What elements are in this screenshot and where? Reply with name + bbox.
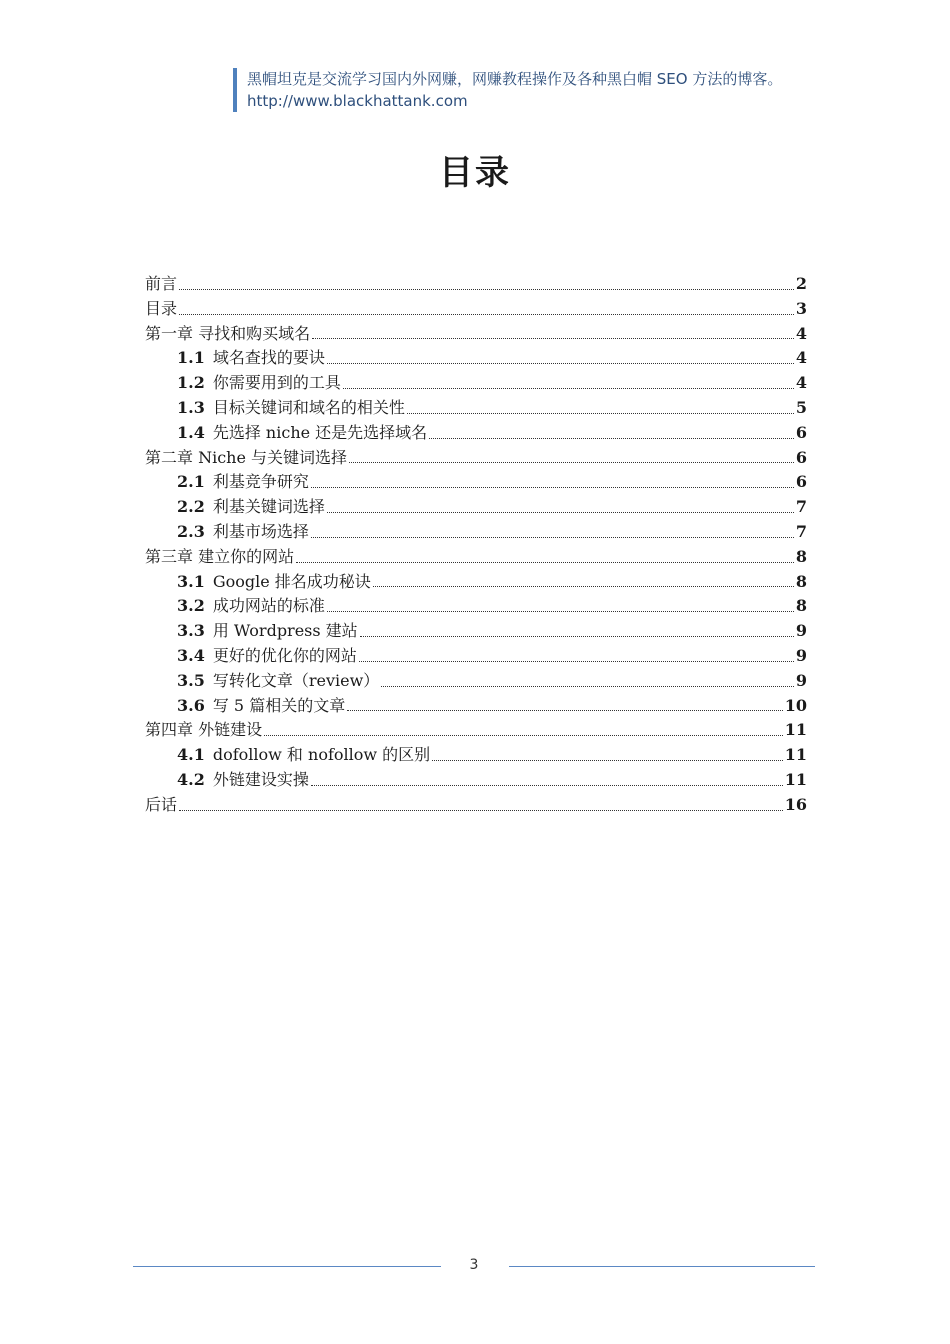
toc-dot-leader xyxy=(179,313,794,315)
toc-entry-page: 8 xyxy=(795,571,807,591)
toc-entry[interactable] xyxy=(145,644,807,669)
footer-rule-right xyxy=(509,1266,815,1267)
toc-entry-label: 先选择 niche 还是先选择域名 xyxy=(212,422,428,442)
toc-entry-label: 前言 xyxy=(145,274,178,293)
toc-entry-label: 更好的优化你的网站 xyxy=(212,645,357,665)
toc-entry-page: 4 xyxy=(795,348,807,368)
toc-entry[interactable] xyxy=(145,570,807,595)
toc-dot-leader xyxy=(327,362,794,364)
toc-entry-label: 第三章 建立你的网站 xyxy=(145,546,295,566)
toc-entry-label: 第一章 寻找和购买域名 xyxy=(145,323,311,343)
page-title: 目录 xyxy=(439,153,511,193)
toc-entry-number: 3.4 xyxy=(177,645,205,665)
toc-entry[interactable] xyxy=(145,272,807,297)
toc-entry[interactable] xyxy=(145,594,807,619)
toc-dot-leader xyxy=(432,759,783,761)
toc-entry-number: 1.3 xyxy=(177,397,205,417)
toc-dot-leader xyxy=(343,387,794,389)
toc-entry-label: 外链建设实操 xyxy=(212,769,309,789)
toc-dot-leader xyxy=(349,461,794,463)
toc-dot-leader xyxy=(347,709,783,711)
toc-entry-page: 8 xyxy=(795,596,807,616)
toc-dot-leader xyxy=(373,585,794,587)
toc-entry-label: 第四章 外链建设 xyxy=(145,720,263,740)
toc-entry-page: 9 xyxy=(795,670,807,690)
toc-entry[interactable] xyxy=(145,619,807,644)
toc-entry-page: 6 xyxy=(795,472,807,492)
toc-entry-page: 4 xyxy=(795,373,807,393)
toc-entry-label: 第二章 Niche 与关键词选择 xyxy=(145,447,348,467)
toc-entry-page: 11 xyxy=(784,769,807,789)
toc-entry-number: 3.5 xyxy=(177,670,205,690)
toc-dot-leader xyxy=(312,337,794,339)
toc-entry-page: 6 xyxy=(795,447,807,467)
toc-entry-label: 用 Wordpress 建站 xyxy=(212,621,358,641)
toc-dot-leader xyxy=(179,288,794,290)
toc-entry-label: 域名查找的要诀 xyxy=(212,348,325,368)
toc-dot-leader xyxy=(359,660,794,662)
toc-dot-leader xyxy=(311,486,794,488)
toc-entry[interactable] xyxy=(145,371,807,396)
toc-dot-leader xyxy=(429,437,794,439)
toc-entry[interactable] xyxy=(145,694,807,719)
toc-entry-label: 目录 xyxy=(145,298,178,318)
toc-entry-page: 9 xyxy=(795,645,807,665)
page-number: 3 xyxy=(469,1257,479,1273)
toc-entry[interactable] xyxy=(145,446,807,471)
toc-entry-page: 7 xyxy=(795,497,807,517)
toc-entry[interactable] xyxy=(145,322,807,347)
toc-entry-label: 写 5 篇相关的文章 xyxy=(212,695,346,715)
toc-entry-number: 3.1 xyxy=(177,571,205,591)
toc-entry-page: 9 xyxy=(795,621,807,641)
toc-entry-page: 2 xyxy=(795,274,807,293)
toc-entry[interactable] xyxy=(145,743,807,768)
toc-entry-number: 4.2 xyxy=(177,769,205,789)
toc-entry-page: 11 xyxy=(784,720,807,740)
toc-entry-page: 6 xyxy=(795,422,807,442)
toc-dot-leader xyxy=(327,511,794,513)
toc-entry-label: 利基竞争研究 xyxy=(212,472,309,492)
toc-entry-label: 你需要用到的工具 xyxy=(212,373,341,393)
toc-entry-number: 2.3 xyxy=(177,521,205,541)
toc-dot-leader xyxy=(407,412,794,414)
toc-entry-label: 后话 xyxy=(145,794,178,814)
table-of-contents xyxy=(145,272,807,818)
toc-dot-leader xyxy=(311,784,783,786)
toc-entry-label: 写转化文章（review） xyxy=(212,670,380,690)
toc-dot-leader xyxy=(296,561,794,563)
toc-entry-number: 3.6 xyxy=(177,695,205,715)
toc-entry-number: 1.1 xyxy=(177,348,205,368)
toc-entry-number: 4.1 xyxy=(177,745,205,765)
toc-dot-leader xyxy=(381,685,794,687)
toc-entry[interactable] xyxy=(145,793,807,818)
toc-entry-page: 16 xyxy=(784,794,807,814)
toc-dot-leader xyxy=(179,809,783,811)
toc-entry[interactable] xyxy=(145,396,807,421)
toc-entry[interactable] xyxy=(145,669,807,694)
toc-entry[interactable] xyxy=(145,718,807,743)
toc-entry[interactable] xyxy=(145,421,807,446)
toc-entry[interactable] xyxy=(145,297,807,322)
toc-dot-leader xyxy=(264,734,783,736)
toc-entry-label: Google 排名成功秘诀 xyxy=(212,571,371,591)
page-header xyxy=(233,68,837,112)
toc-entry[interactable] xyxy=(145,470,807,495)
toc-entry[interactable] xyxy=(145,495,807,520)
toc-entry-number: 2.1 xyxy=(177,472,205,492)
page-footer xyxy=(133,1255,815,1279)
toc-entry[interactable] xyxy=(145,545,807,570)
toc-entry[interactable] xyxy=(145,768,807,793)
toc-entry[interactable] xyxy=(145,520,807,545)
toc-entry-page: 7 xyxy=(795,521,807,541)
toc-entry-label: 成功网站的标准 xyxy=(212,596,325,616)
header-text: 黑帽坦克是交流学习国内外网赚，网赚教程操作及各种黑白帽 SEO 方法的博客。http://www.blackhattank.com xyxy=(247,70,783,110)
toc-dot-leader xyxy=(360,635,794,637)
toc-entry-number: 3.3 xyxy=(177,621,205,641)
toc-entry-page: 5 xyxy=(795,397,807,417)
toc-dot-leader xyxy=(327,610,794,612)
toc-entry-number: 1.2 xyxy=(177,373,205,393)
toc-entry-label: dofollow 和 nofollow 的区别 xyxy=(212,745,431,765)
toc-entry-page: 11 xyxy=(784,745,807,765)
toc-entry-label: 利基市场选择 xyxy=(212,521,309,541)
toc-entry-number: 2.2 xyxy=(177,497,205,517)
toc-entry-page: 8 xyxy=(795,546,807,566)
toc-entry-number: 3.2 xyxy=(177,596,205,616)
toc-entry-page: 10 xyxy=(784,695,807,715)
toc-entry-label: 目标关键词和域名的相关性 xyxy=(212,397,405,417)
toc-entry-page: 4 xyxy=(795,323,807,343)
toc-entry-number: 1.4 xyxy=(177,422,205,442)
toc-entry-label: 利基关键词选择 xyxy=(212,497,325,517)
toc-entry[interactable] xyxy=(145,346,807,371)
toc-entry-page: 3 xyxy=(795,298,807,318)
toc-dot-leader xyxy=(311,536,794,538)
